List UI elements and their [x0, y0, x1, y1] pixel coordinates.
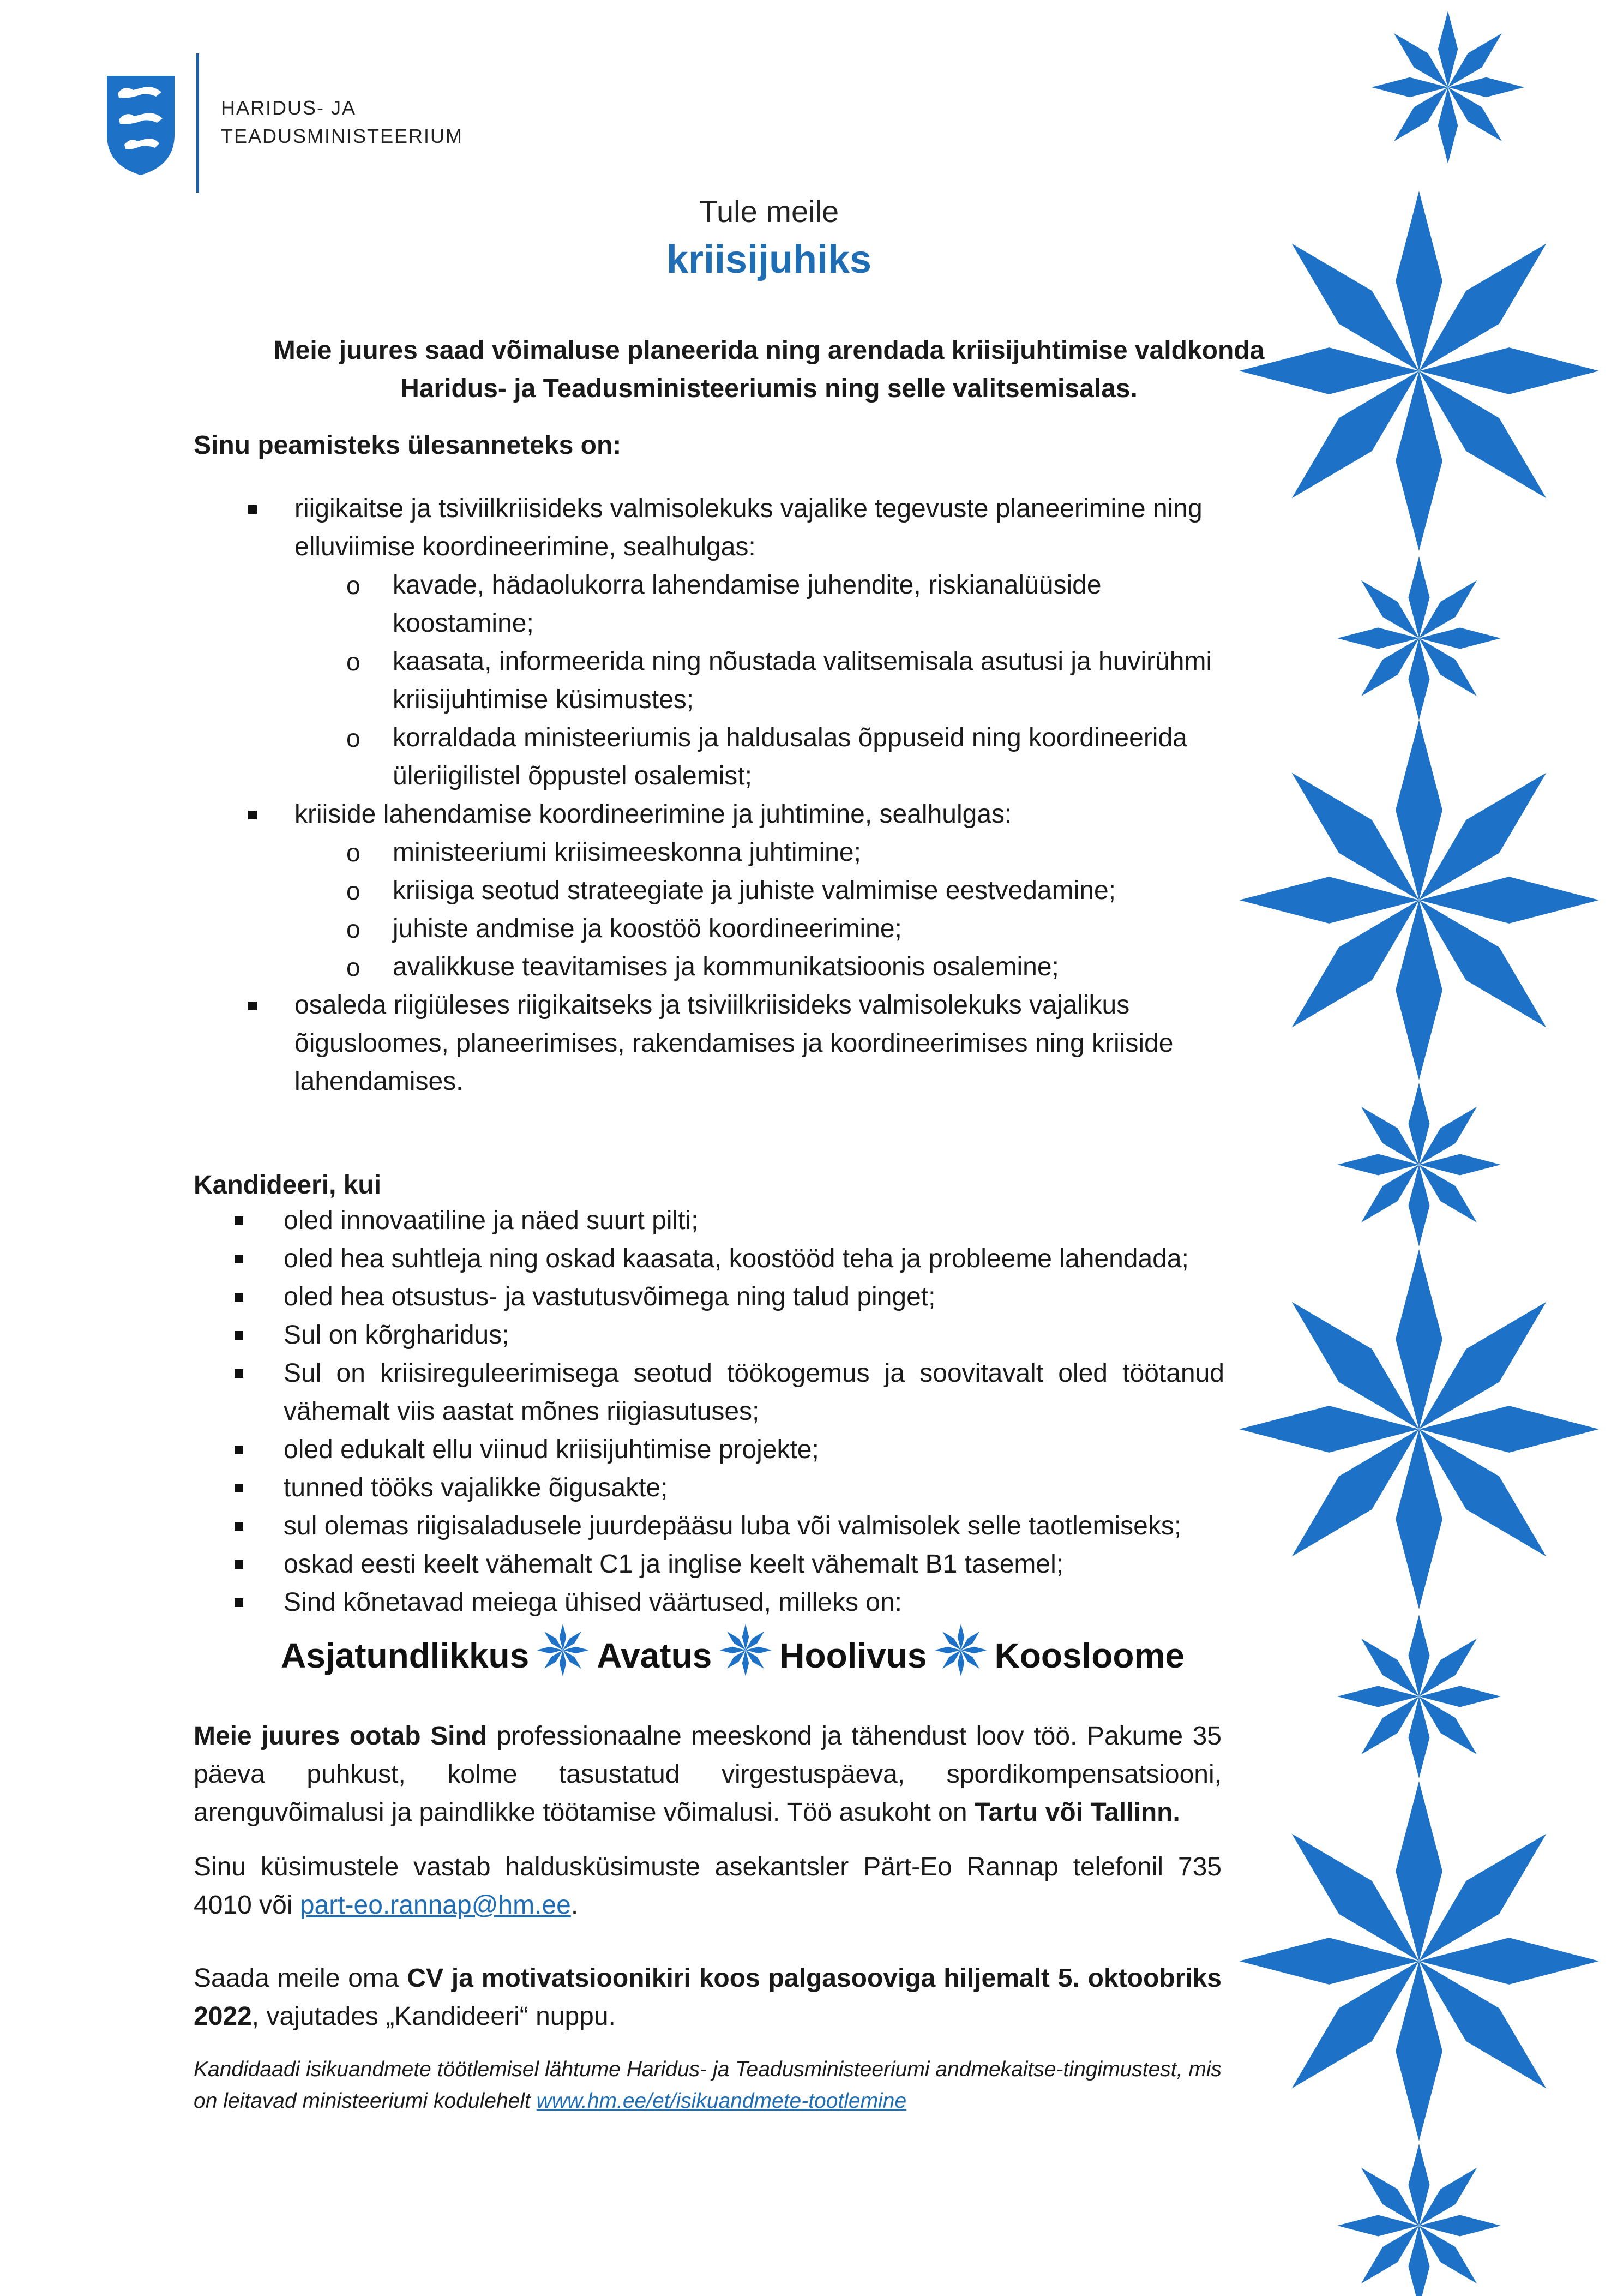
- star-separator-icon: [935, 1624, 987, 1676]
- candidate-list: [235, 1202, 1224, 1622]
- sub-list-item-text: kaasata, informeerida ning nõustada valitsemisala asutusi ja huvirühmi kriisijuhtimise küsimustes;: [393, 647, 1212, 714]
- list-item: Sul on kõrgharidus;: [235, 1316, 1224, 1354]
- apply-text: Saada meile oma: [194, 1964, 407, 1993]
- offer-lead: Meie juures ootab Sind: [194, 1722, 488, 1751]
- ornament-star-icon: [1303, 1581, 1535, 1812]
- circle-bullet-icon: o: [346, 648, 360, 676]
- sub-list-item-text: juhiste andmise ja koostöö koordineerimine;: [393, 914, 902, 943]
- coat-of-arms-icon: [103, 74, 179, 177]
- circle-bullet-icon: o: [346, 571, 360, 600]
- sub-list-item-text: korraldada ministeeriumis ja haldusalas õppuseid ning koordineerida üleriigilistel õppustel osalemist;: [393, 723, 1187, 790]
- circle-bullet-icon: o: [346, 838, 360, 867]
- intro-line: Haridus- ja Teadusministeeriumis ning selle valitsemisalas.: [400, 374, 1138, 403]
- list-item: sul olemas riigisaladusele juurdepääsu luba või valmisolek selle taotlemiseks;: [235, 1507, 1224, 1545]
- title-pretext: Tule meile: [699, 194, 839, 229]
- sub-list-item: [346, 834, 1230, 872]
- ministry-name-line1: HARIDUS- JA: [221, 97, 357, 119]
- circle-bullet-icon: o: [346, 953, 360, 981]
- contact-text: Sinu küsimustele vastab haldusküsimuste asekantsler Pärt-Eo Rannap telefonil 735 4010 või: [194, 1853, 1222, 1920]
- value-label: Avatus: [597, 1636, 712, 1675]
- candidate-heading: Kandideeri, kui: [194, 1171, 382, 1200]
- apply-text-end: , vajutades „Kandideeri“ nuppu.: [251, 2002, 616, 2031]
- list-item-text: riigikaitse ja tsiviilkriisideks valmisolekuks vajalike tegevuste planeerimine ning elluviimise koordineerimine, sealhulgas:: [294, 494, 1203, 561]
- list-item: oled hea otsustus- ja vastutusvõimega ning talud pinget;: [235, 1278, 1224, 1316]
- ministry-name-line2: TEADUSMINISTEERIUM: [221, 125, 464, 147]
- ornament-star-icon: [1303, 1049, 1535, 1280]
- apply-paragraph: [194, 1959, 1222, 2036]
- privacy-note: [194, 2054, 1222, 2117]
- sub-list-item: [346, 643, 1230, 719]
- ministry-name: [221, 94, 463, 151]
- list-item: Sul on kriisireguleerimisega seotud töökogemus ja soovitavalt oled töötanud vähemalt viis aastat mõnes riigiasutuses;: [235, 1354, 1224, 1431]
- ornament-star-icon: [1227, 1706, 1623, 2215]
- list-item: [248, 490, 1230, 795]
- apply-deadline: CV ja motivatsioonikiri koos palgasooviga hiljemalt 5. oktoobriks 2022: [194, 1964, 1222, 2031]
- ornament-star-icon: [1227, 1174, 1623, 1683]
- responsibilities-heading: Sinu peamisteks ülesanneteks on:: [194, 431, 622, 460]
- list-item-text: osaleda riigiüleses riigikaitseks ja tsiviilkriisideks valmisolekuks vajalikus õigusloomes, planeerimises, rakendamises ja koordineerimises ning kriiside lahendamises.: [294, 991, 1174, 1096]
- privacy-policy-link[interactable]: www.hm.ee/et/isikuandmete-tootlemine: [536, 2089, 907, 2113]
- circle-bullet-icon: o: [346, 877, 360, 905]
- list-item: oskad eesti keelt vähemalt C1 ja inglise keelt vähemalt B1 tasemel;: [235, 1545, 1224, 1584]
- sub-list-item: [346, 872, 1230, 910]
- offer-body: professionaalne meeskond ja tähendust loov töö. Pakume 35 päeva puhkust, kolme tasustatud virgestuspäeva, spordikompensatsiooni, arenguvõimalusi ja paindlikke töötamise võimalusi. Töö asukoht on: [194, 1722, 1222, 1827]
- list-item: [248, 795, 1230, 986]
- contact-end: .: [570, 1891, 579, 1920]
- list-item: oled hea suhtleja ning oskad kaasata, koostööd teha ja probleeme lahendada;: [235, 1240, 1224, 1278]
- ornament-star-icon: [1227, 645, 1623, 1154]
- sub-list-item-text: avalikkuse teavitamises ja kommunikatsioonis osalemine;: [393, 952, 1059, 981]
- offer-location: Tartu või Tallinn.: [974, 1798, 1180, 1827]
- logo-divider: [196, 53, 199, 193]
- list-item: [248, 986, 1230, 1101]
- star-separator-icon: [537, 1624, 589, 1676]
- contact-paragraph: [194, 1848, 1222, 1925]
- sub-list-item-text: kriisiga seotud strateegiate ja juhiste valmimise eestvedamine;: [393, 876, 1116, 905]
- list-item: Sind kõnetavad meiega ühised väärtused, milleks on:: [235, 1584, 1224, 1622]
- circle-bullet-icon: o: [346, 915, 360, 943]
- intro-text: [191, 332, 1347, 408]
- intro-line: Meie juures saad võimaluse planeerida ning arendada kriisijuhtimise valdkonda: [273, 336, 1265, 365]
- list-item-text: kriiside lahendamise koordineerimine ja juhtimine, sealhulgas:: [294, 800, 1012, 829]
- privacy-note-text: Kandidaadi isikuandmete töötlemisel lähtume Haridus- ja Teadusministeeriumi andmekaitse-tingimustest, mis on leitavad ministeeriumi kodulehelt: [194, 2058, 1222, 2113]
- list-item: oled innovaatiline ja näed suurt pilti;: [235, 1202, 1224, 1240]
- star-separator-icon: [719, 1624, 772, 1676]
- list-item: oled edukalt ellu viinud kriisijuhtimise projekte;: [235, 1431, 1224, 1469]
- job-title: kriisijuhiks: [666, 238, 872, 281]
- sub-list-item-text: ministeeriumi kriisimeeskonna juhtimine;: [393, 838, 861, 867]
- value-label: Hoolivus: [779, 1636, 927, 1675]
- contact-email-link[interactable]: part-eo.rannap@hm.ee: [299, 1891, 571, 1920]
- ornament-star-icon: [1303, 523, 1535, 754]
- circle-bullet-icon: o: [346, 724, 360, 752]
- responsibilities-list: [248, 490, 1230, 1101]
- sub-list-item: [346, 948, 1230, 986]
- value-label: Asjatundlikkus: [281, 1636, 530, 1675]
- value-label: Koosloome: [994, 1636, 1185, 1675]
- sub-list-item: [346, 719, 1230, 795]
- ornament-star-icon: [1340, 0, 1556, 195]
- sub-list-item: [346, 910, 1230, 948]
- list-item: tunned tööks vajalikke õigusakte;: [235, 1469, 1224, 1507]
- sub-list-item: [346, 566, 1230, 643]
- offer-paragraph: [194, 1717, 1222, 1832]
- sub-list-item-text: kavade, hädaolukorra lahendamise juhendite, riskianalüüside koostamine;: [393, 571, 1102, 638]
- values-row: [281, 1623, 1185, 1688]
